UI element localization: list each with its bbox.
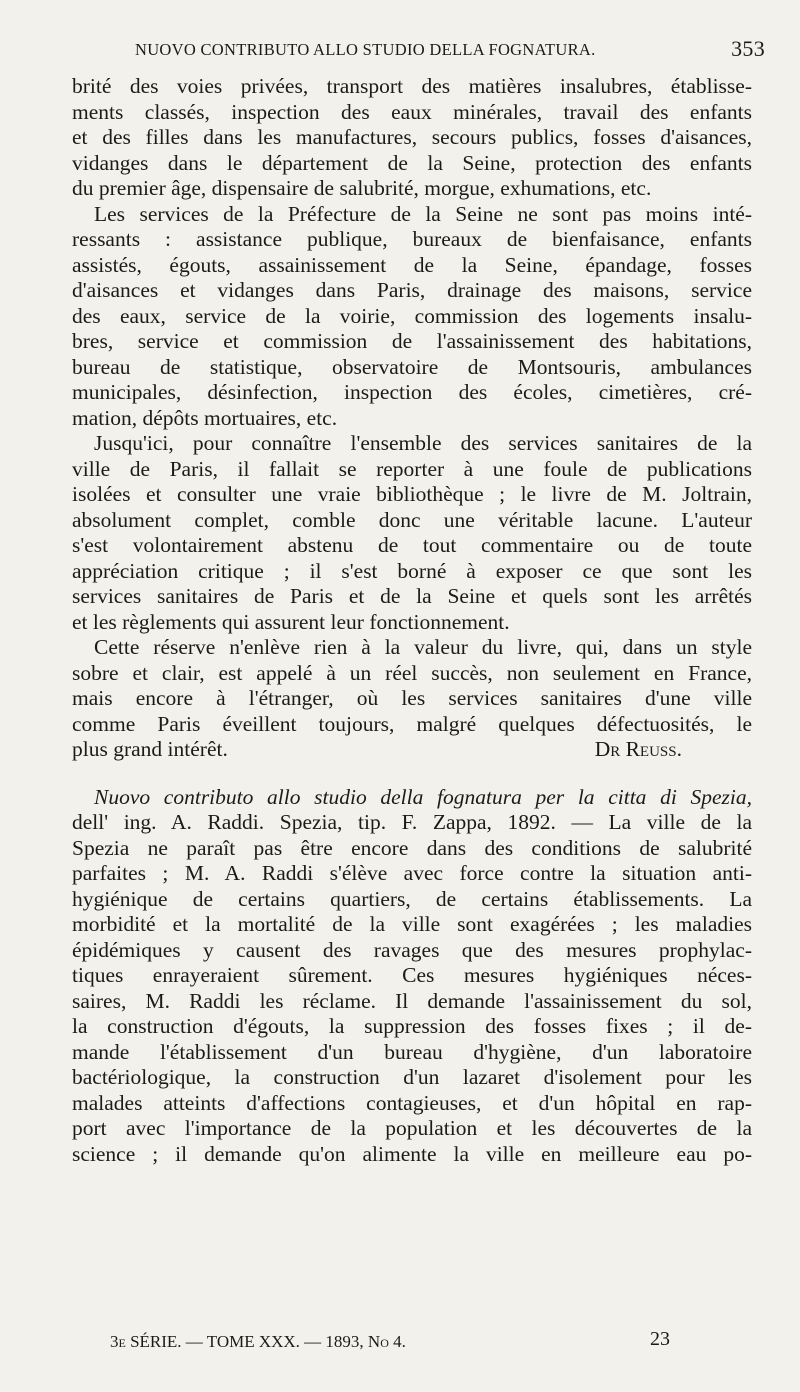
- text-line: ments classés, inspection des eaux minérales, travail des enfants: [72, 99, 752, 124]
- text-line: ville de Paris, il fallait se reporter à une foule de publications: [72, 456, 752, 481]
- text-line: tiques enrayeraient sûrement. Ces mesures hygiéniques néces-: [72, 963, 752, 987]
- text-line: science ; il demande qu'on alimente la ville en meilleure eau po-: [72, 1141, 752, 1166]
- signature-line: [72, 737, 752, 763]
- text-line: mation, dépôts mortuaires, etc.: [72, 405, 338, 430]
- text-line: bureau de statistique, observatoire de Montsouris, ambulances: [72, 354, 752, 379]
- text-line: comme Paris éveillent toujours, malgré quelques défectuosités, le: [72, 711, 752, 736]
- text-line: Cette réserve n'enlève rien à la valeur du livre, qui, dans un style: [94, 635, 752, 659]
- text-line: isolées et consulter une vraie bibliothèque ; le livre de M. Joltrain,: [72, 482, 752, 506]
- text-line: d'aisances et vidanges dans Paris, drainage des maisons, service: [72, 278, 752, 302]
- text-line: brité des voies privées, transport des matières insalubres, établisse-: [72, 74, 752, 98]
- review-title: Nuovo contributo allo studio della fognatura per la citta di Spezia,: [94, 784, 752, 809]
- text-line: mande l'établissement d'un bureau d'hygiène, d'un laboratoire: [72, 1039, 752, 1064]
- text-line: mais encore à l'étranger, où les services sanitaires d'une ville: [72, 686, 752, 710]
- page-number: 353: [731, 36, 765, 61]
- text-line: malades atteints d'affections contagieuses, et d'un hôpital en rap-: [72, 1090, 752, 1115]
- text-line: absolument complet, comble donc une véritable lacune. L'auteur: [72, 507, 752, 532]
- text-line: sobre et clair, est appelé à un réel succès, non seulement en France,: [72, 660, 752, 685]
- text-line: Spezia ne paraît pas être encore dans des conditions de salubrité: [72, 835, 752, 860]
- running-head-title: NUOVO CONTRIBUTO ALLO STUDIO DELLA FOGNATURA.: [135, 40, 596, 59]
- text-line: des eaux, service de la voirie, commission des logements insalu-: [72, 303, 752, 328]
- text-line: et des filles dans les manufactures, secours publics, fosses d'aisances,: [72, 125, 752, 149]
- series-info: 3e SÉRIE. — TOME XXX. — 1893, No 4.: [110, 1332, 406, 1351]
- text-line: bactériologique, la construction d'un lazaret d'isolement pour les: [72, 1065, 752, 1089]
- text-line: appréciation critique ; il s'est borné à exposer ce que sont les: [72, 558, 752, 583]
- text-line: municipales, désinfection, inspection des écoles, cimetières, cré-: [72, 380, 752, 404]
- text-line: port avec l'importance de la population et les découvertes de la: [72, 1116, 752, 1140]
- signature-mark: 23: [650, 1328, 670, 1350]
- signature: Dr Reuss.: [594, 737, 682, 761]
- body-text: [72, 74, 752, 1167]
- text-line: et les règlements qui assurent leur fonctionnement.: [72, 609, 510, 634]
- text-line: ressants : assistance publique, bureaux de bienfaisance, enfants: [72, 227, 752, 251]
- text-line: la construction d'égouts, la suppression des fosses fixes ; il de-: [72, 1014, 752, 1038]
- text-line: s'est volontairement abstenu de tout commentaire ou de toute: [72, 533, 752, 557]
- running-head: [135, 36, 765, 64]
- text-line: du premier âge, dispensaire de salubrité, morgue, exhumations, etc.: [72, 176, 652, 200]
- page-footer: [110, 1328, 670, 1356]
- text-line: services sanitaires de Paris et de la Seine et quels sont les arrêtés: [72, 584, 752, 608]
- text-line: morbidité et la mortalité de la ville sont exagérées ; les maladies: [72, 912, 752, 936]
- text-line: bres, service et commission de l'assainissement des habitations,: [72, 329, 752, 353]
- text-line: saires, M. Raddi les réclame. Il demande l'assainissement du sol,: [72, 988, 752, 1013]
- text-line: parfaites ; M. A. Raddi s'élève avec force contre la situation anti-: [72, 861, 752, 885]
- text-line: assistés, égouts, assainissement de la Seine, épandage, fosses: [72, 252, 752, 277]
- section-gap: [72, 763, 752, 785]
- text-line: vidanges dans le département de la Seine, protection des enfants: [72, 150, 752, 175]
- text-line-end: plus grand intérêt.: [72, 737, 228, 761]
- text-line: hygiénique de certains quartiers, de certains établissements. La: [72, 886, 752, 911]
- text-line: Jusqu'ici, pour connaître l'ensemble des services sanitaires de la: [94, 431, 752, 455]
- text-line: Les services de la Préfecture de la Seine ne sont pas moins inté-: [94, 201, 752, 226]
- text-line: épidémiques y causent des ravages que des mesures prophylac-: [72, 937, 752, 962]
- review-citation: dell' ing. A. Raddi. Spezia, tip. F. Zappa, 1892. — La ville de la: [72, 810, 752, 834]
